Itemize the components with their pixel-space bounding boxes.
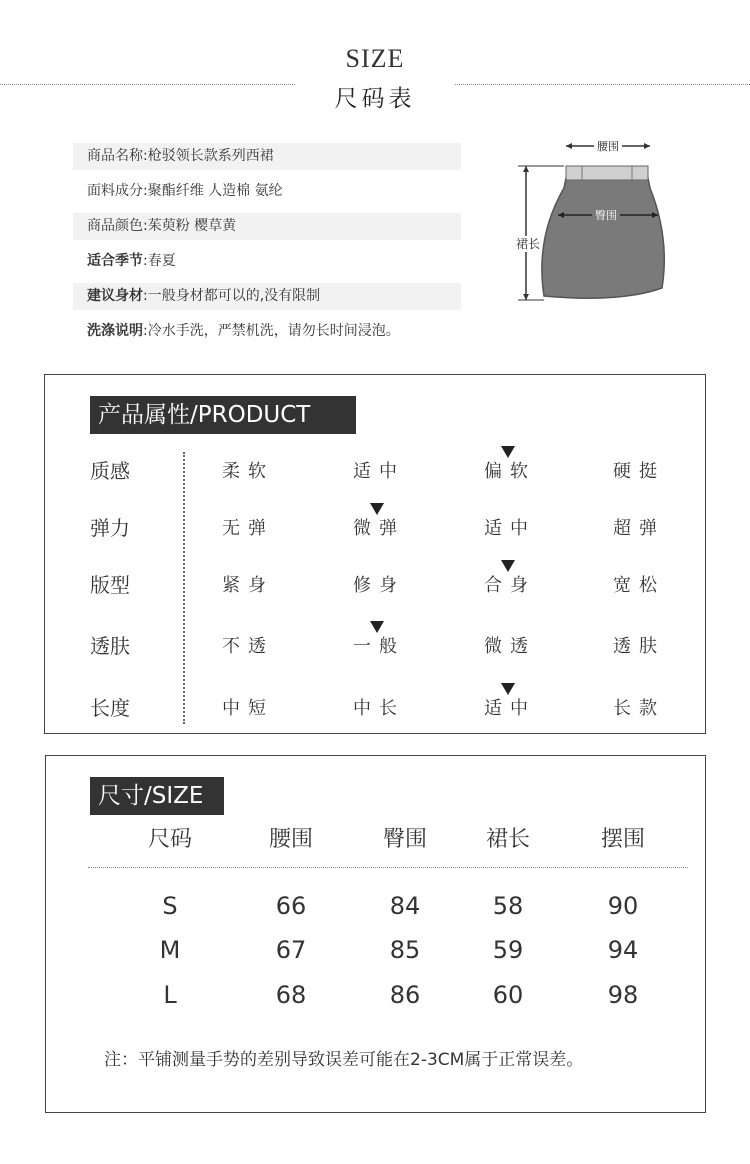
size-value: 66 xyxy=(275,892,307,920)
attr-option: 无弹 xyxy=(222,518,274,539)
size-label: M xyxy=(159,936,181,964)
title-cn: 尺码表 xyxy=(334,86,416,112)
attr-option: 不透 xyxy=(222,636,274,657)
size-header: 摆围 xyxy=(600,827,645,852)
attr-option: 长款 xyxy=(613,698,665,719)
selected-marker-icon xyxy=(370,503,384,515)
skirt-shape xyxy=(542,168,664,298)
info-row-color: 商品颜色:茱萸粉 樱草黄 xyxy=(73,213,461,240)
size-label: L xyxy=(163,981,177,1009)
attr-option: 超弹 xyxy=(613,518,665,539)
attr-option: 修身 xyxy=(353,575,405,596)
size-value: 60 xyxy=(492,981,524,1009)
info-row-wash: 洗涤说明:冷水手洗，严禁机洗，请勿长时间浸泡。 xyxy=(87,323,400,339)
size-value: 94 xyxy=(607,936,639,964)
selected-marker-icon xyxy=(370,621,384,633)
size-value: 85 xyxy=(389,936,421,964)
size-value: 68 xyxy=(275,981,307,1009)
attr-label: 长度 xyxy=(90,696,130,720)
skirt-diagram xyxy=(500,128,690,308)
size-table-divider xyxy=(88,867,688,868)
attr-option: 适中 xyxy=(353,461,405,482)
selected-marker-icon xyxy=(501,446,515,458)
size-value: 90 xyxy=(607,892,639,920)
size-value: 84 xyxy=(389,892,421,920)
attr-option: 一般 xyxy=(353,636,405,657)
diagram-hip-label: 臀围 xyxy=(595,209,617,222)
header-divider-left xyxy=(0,84,295,85)
size-panel-title: 尺寸/SIZE xyxy=(90,777,224,815)
size-header: 裙长 xyxy=(485,827,530,852)
size-note: 注：平铺测量手势的差别导致误差可能在2-3CM属于正常误差。 xyxy=(104,1050,584,1070)
attr-label: 版型 xyxy=(90,573,130,597)
size-label: S xyxy=(162,892,178,920)
title-en: SIZE xyxy=(345,44,405,73)
attr-option: 紧身 xyxy=(222,575,274,596)
attr-option: 宽松 xyxy=(613,575,665,596)
attr-option: 合身 xyxy=(484,575,536,596)
diagram-length-label: 裙长 xyxy=(515,237,541,251)
attr-label: 质感 xyxy=(90,459,130,483)
attr-option: 硬挺 xyxy=(613,461,665,482)
diagram-waist-label: 腰围 xyxy=(597,140,619,153)
size-value: 59 xyxy=(492,936,524,964)
size-value: 86 xyxy=(389,981,421,1009)
attr-option: 微弹 xyxy=(353,518,405,539)
attr-option: 适中 xyxy=(484,518,536,539)
attr-label: 弹力 xyxy=(90,516,130,540)
attr-option: 微透 xyxy=(484,636,536,657)
size-value: 98 xyxy=(607,981,639,1009)
size-value: 58 xyxy=(492,892,524,920)
attr-option: 中短 xyxy=(222,698,274,719)
attr-option: 柔软 xyxy=(222,461,274,482)
attr-divider xyxy=(183,452,185,724)
selected-marker-icon xyxy=(501,560,515,572)
info-row-body: 建议身材:一般身材都可以的,没有限制 xyxy=(73,283,461,310)
info-row-name: 商品名称:枪驳领长款系列西裙 xyxy=(73,143,461,170)
size-header: 臀围 xyxy=(382,827,427,852)
size-header: 腰围 xyxy=(268,827,313,852)
info-row-fabric: 面料成分:聚酯纤维 人造棉 氨纶 xyxy=(87,183,283,199)
attr-option: 透肤 xyxy=(613,636,665,657)
size-header: 尺码 xyxy=(147,827,192,852)
attr-option: 适中 xyxy=(484,698,536,719)
attr-label: 透肤 xyxy=(90,634,130,658)
product-panel-title: 产品属性/PRODUCT xyxy=(90,396,356,434)
selected-marker-icon xyxy=(501,683,515,695)
info-row-season: 适合季节:春夏 xyxy=(87,253,176,269)
size-value: 67 xyxy=(275,936,307,964)
skirt-waistband xyxy=(566,166,648,180)
header-divider-right xyxy=(455,84,750,85)
attr-option: 偏软 xyxy=(484,461,536,482)
attr-option: 中长 xyxy=(353,698,405,719)
